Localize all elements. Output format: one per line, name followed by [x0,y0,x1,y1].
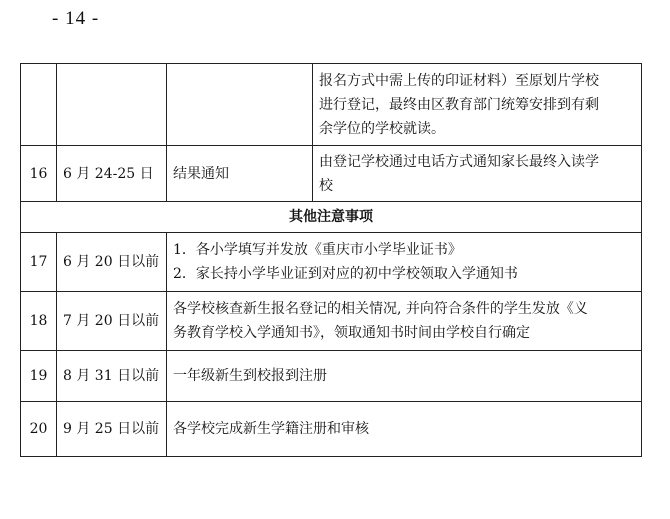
section-header-row [21,202,642,233]
content-line: 进行登记，最终由区教育部门统筹安排到有剩 [319,96,599,113]
row-item: 结果通知 [167,146,313,202]
row-number: 17 [21,233,57,292]
row-content [167,233,642,292]
row-number: 18 [21,292,57,351]
content-line: 一年级新生到校报到注册 [173,368,327,384]
table-row [21,402,642,457]
row-number: 19 [21,351,57,402]
row-date: 8 月 31 日以前 [57,351,167,402]
page-number: - 14 - [52,8,100,29]
row-number: 20 [21,402,57,457]
content-line: 各学校核查新生报名登记的相关情况, 并向符合条件的学生发放《义 [173,301,588,317]
section-title: 其他注意事项 [21,202,642,233]
row-date: 6 月 20 日以前 [57,233,167,292]
table-row [21,146,642,202]
row-content [167,292,642,351]
row-content [167,402,642,457]
content-line: 2．家长持小学毕业证到对应的初中学校领取入学通知书 [173,266,518,282]
enrollment-schedule-table [20,63,642,457]
content-line: 校 [319,177,333,194]
content-line: 各学校完成新生学籍注册和审核 [173,421,369,437]
row-date: 7 月 20 日以前 [57,292,167,351]
row-item [167,64,313,146]
row-content [167,351,642,402]
content-line: 1．各小学填写并发放《重庆市小学毕业证书》 [173,242,462,258]
row-number [21,64,57,146]
content-line: 余学位的学校就读。 [319,120,445,137]
row-date: 6 月 24-25 日 [57,146,167,202]
row-date [57,64,167,146]
content-line: 报名方式中需上传的印证材料）至原划片学校 [319,72,599,89]
row-number: 16 [21,146,57,202]
content-line: 务教育学校入学通知书》，领取通知书时间由学校自行确定 [173,325,530,341]
content-line: 由登记学校通过电话方式通知家长最终入读学 [319,153,599,170]
row-content [313,64,642,146]
table-row [21,292,642,351]
row-date: 9 月 25 日以前 [57,402,167,457]
row-content [313,146,642,202]
table-row [21,233,642,292]
table-row [21,351,642,402]
table-row [21,64,642,146]
